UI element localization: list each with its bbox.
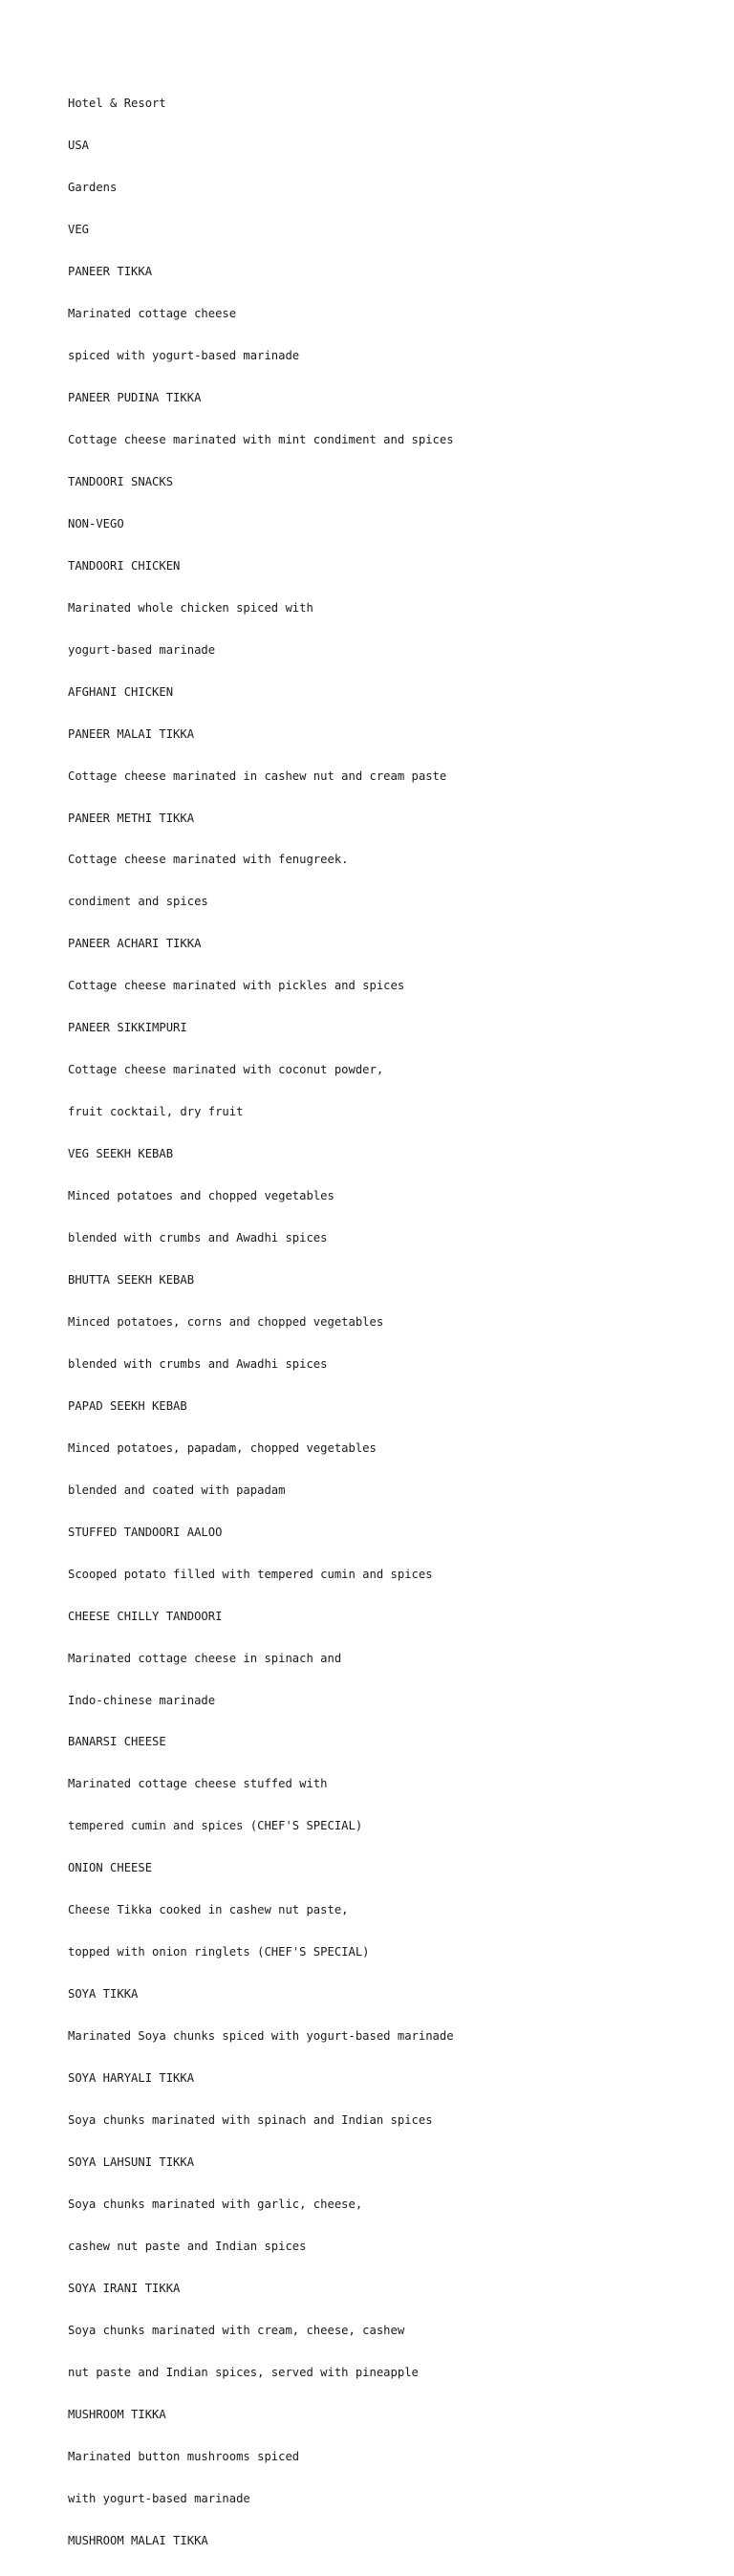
text-line: Soya chunks marinated with spinach and Indian spices (68, 2113, 433, 2128)
text-line: PANEER ACHARI TIKKA (68, 937, 202, 951)
text-line: Minced potatoes and chopped vegetables (68, 1189, 335, 1203)
text-line: yogurt-based marinade (68, 642, 216, 657)
text-line: SOYA LAHSUNI TIKKA (68, 2155, 195, 2170)
text-line: cashew nut paste and Indian spices (68, 2239, 307, 2253)
text-line: fruit cocktail, dry fruit (68, 1105, 244, 1119)
text-line: PAPAD SEEKH KEBAB (68, 1398, 187, 1413)
text-line: Soya chunks marinated with cream, cheese, cashew (68, 2323, 405, 2337)
text-line: spiced with yogurt-based marinade (68, 349, 300, 363)
text-line: topped with onion ringlets (CHEF'S SPECIAL) (68, 1945, 370, 1959)
text-line: MUSHROOM TIKKA (68, 2407, 166, 2421)
text-line: Hotel & Resort (68, 97, 166, 111)
text-line: Minced potatoes, papadam, chopped vegetables (68, 1440, 377, 1455)
text-line: with yogurt-based marinade (68, 2491, 250, 2505)
text-line: TANDOORI CHICKEN (68, 558, 181, 573)
text-line: Cottage cheese marinated with pickles and spices (68, 979, 405, 993)
text-line: Marinated cottage cheese in spinach and (68, 1651, 342, 1665)
text-line: nut paste and Indian spices, served with pineapple (68, 2365, 419, 2379)
text-line: PANEER SIKKIMPURI (68, 1021, 187, 1035)
text-line: Marinated cottage cheese (68, 307, 237, 321)
text-line: MUSHROOM MALAI TIKKA (68, 2533, 208, 2547)
text-line: blended and coated with papadam (68, 1483, 286, 1497)
text-line: Marinated whole chicken spiced with (68, 600, 313, 615)
text-line: VEG SEEKH KEBAB (68, 1147, 174, 1161)
text-line: BHUTTA SEEKH KEBAB (68, 1273, 195, 1287)
text-line: USA (68, 139, 90, 153)
text-line: PANEER METHI TIKKA (68, 811, 195, 825)
text-line: Cottage cheese marinated in cashew nut and cream paste (68, 768, 447, 783)
text-line: Scooped potato filled with tempered cumin and spices (68, 1567, 433, 1581)
text-line: Minced potatoes, corns and chopped vegetables (68, 1314, 384, 1329)
text-line: PANEER TIKKA (68, 265, 153, 279)
text-line: NON-VEGO (68, 516, 124, 530)
text-line: Marinated Soya chunks spiced with yogurt-based marinade (68, 2029, 454, 2044)
text-line: TANDOORI SNACKS (68, 474, 174, 488)
text-line: PANEER PUDINA TIKKA (68, 390, 202, 404)
text-line: SOYA TIKKA (68, 1987, 139, 2002)
text-line: tempered cumin and spices (CHEF'S SPECIAL) (68, 1819, 363, 1833)
text-line: CHEESE CHILLY TANDOORI (68, 1609, 223, 1623)
text-line: Cottage cheese marinated with mint condiment and spices (68, 432, 454, 446)
text-line: Cheese Tikka cooked in cashew nut paste, (68, 1903, 349, 1917)
text-line: SOYA IRANI TIKKA (68, 2281, 181, 2295)
text-line: blended with crumbs and Awadhi spices (68, 1356, 328, 1371)
text-line: ONION CHEESE (68, 1861, 153, 1875)
text-line: condiment and spices (68, 895, 208, 909)
text-line: Indo-chinese marinade (68, 1693, 216, 1707)
text-line: blended with crumbs and Awadhi spices (68, 1231, 328, 1245)
text-line: VEG (68, 223, 90, 237)
text-line: Marinated cottage cheese stuffed with (68, 1777, 328, 1791)
text-line: Marinated button mushrooms spiced (68, 2449, 300, 2463)
text-line: Cottage cheese marinated with fenugreek. (68, 853, 349, 867)
text-line: STUFFED TANDOORI AALOO (68, 1525, 223, 1539)
menu-text-block (68, 69, 718, 2576)
text-line: Cottage cheese marinated with coconut powder, (68, 1063, 384, 1077)
text-line: Soya chunks marinated with garlic, cheese, (68, 2197, 363, 2211)
text-line: Gardens (68, 181, 118, 195)
text-line: PANEER MALAI TIKKA (68, 726, 195, 741)
text-line: SOYA HARYALI TIKKA (68, 2071, 195, 2086)
text-line: BANARSI CHEESE (68, 1735, 166, 1749)
text-line: AFGHANI CHICKEN (68, 684, 174, 699)
